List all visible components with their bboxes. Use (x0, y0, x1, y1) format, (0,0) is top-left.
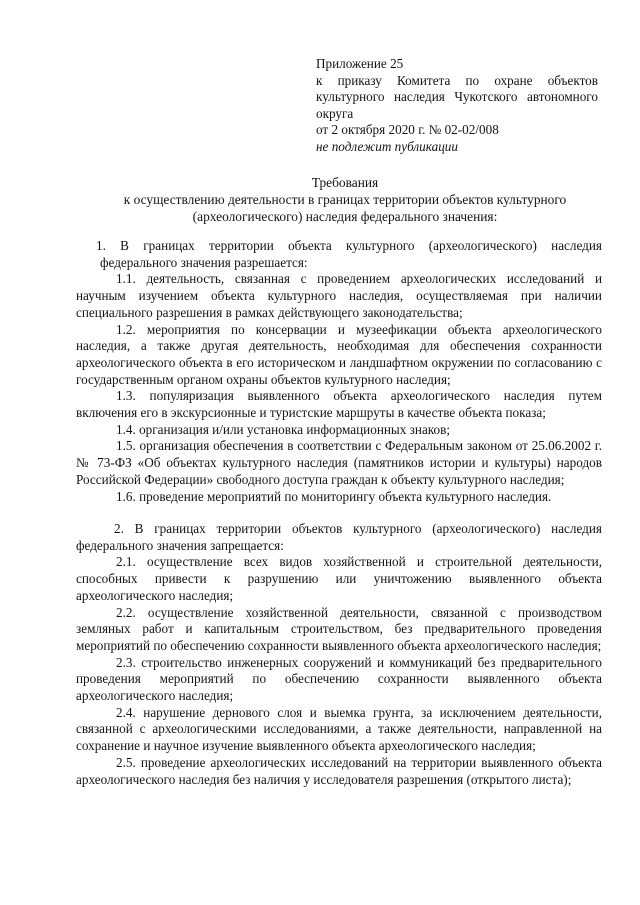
appendix-publication-note: не подлежит публикации (316, 138, 458, 154)
section-2-item: 2.4. нарушение дернового слоя и выемка грунта, за исключением деятельности, связанной с археологическими исследованиями, а также деятельности, направленной на сохранение и научное изучение выявленного объекта археологического наследия; (76, 704, 602, 754)
section-1-item: 1.4. организация и/или установка информационных знаков; (116, 421, 451, 437)
appendix-number: Приложение 25 (316, 56, 404, 71)
appendix-committee-name: культурного наследия Чукотского автономного (316, 89, 598, 105)
document-title (80, 174, 610, 225)
section-2-item: 2.3. строительство инженерных сооружений и коммуникаций без предварительного проведения мероприятий по обеспечению сохранности выявленного объекта археологического наследия; (76, 654, 602, 704)
section-1-item: 1.2. мероприятия по консервации и музеефикации объекта археологического наследия, а также другая деятельность, необходимая для обеспечения сохранности археологического объекта в его историческом и ландшафтном окружении по согласованию с государственным органом охраны объектов культурного наследия; (76, 321, 602, 387)
section-1-heading: 1. В границах территории объекта культурного (археологического) наследия федерального значения разрешается: (96, 238, 602, 270)
appendix-date-number: от 2 октября 2020 г. № 02-02/008 (316, 122, 499, 138)
section-2-prohibited (76, 521, 602, 788)
section-2-item: 2.2. осуществление хозяйственной деятельности, связанной с производством земляных работ и капитальным строительством, без предварительного проведения мероприятий по обеспечению сохранности выявленного объекта археологического наследия; (76, 604, 602, 653)
title-subtitle-line1: к осуществлению деятельности в границах территории объектов культурного (123, 192, 567, 207)
title-main: Требования (311, 175, 379, 190)
appendix-order-ref: к приказу Комитета по охране объектов (316, 72, 598, 88)
section-2-heading: 2. В границах территории объектов культурного (археологического) наследия федерального значения запрещается: (76, 521, 602, 553)
section-2-item: 2.5. проведение археологических исследований на территории выявленного объекта археологического наследия без наличия у исследователя разрешения (открытого листа); (76, 754, 602, 787)
section-1-item: 1.5. организация обеспечения в соответствии с Федеральным законом от 25.06.2002 г. № 73-ФЗ «Об объектах культурного наследия (памятников истории и культуры) народов Российской Федерации» свободного доступа граждан к объекту культурного наследия; (76, 438, 602, 487)
section-1-permitted (76, 238, 602, 505)
section-1-item: 1.6. проведение мероприятий по мониторингу объекта культурного наследия. (116, 488, 552, 504)
appendix-header (316, 56, 598, 156)
section-1-item: 1.3. популяризация выявленного объекта археологического наследия путем включения его в экскурсионные и туристские маршруты в качестве объекта показа; (76, 388, 602, 421)
appendix-region: округа (316, 105, 354, 121)
section-1-item: 1.1. деятельность, связанная с проведением археологических исследований и научным изучением объекта культурного наследия, осуществляемая при наличии специального разрешения в рамках действующего законодательства; (76, 271, 602, 320)
section-2-item: 2.1. осуществление всех видов хозяйственной и строительной деятельности, способных привести к разрушению или уничтожению выявленного объекта археологического наследия; (76, 554, 602, 603)
title-subtitle-line2: (археологического) наследия федерального значения: (192, 209, 498, 224)
